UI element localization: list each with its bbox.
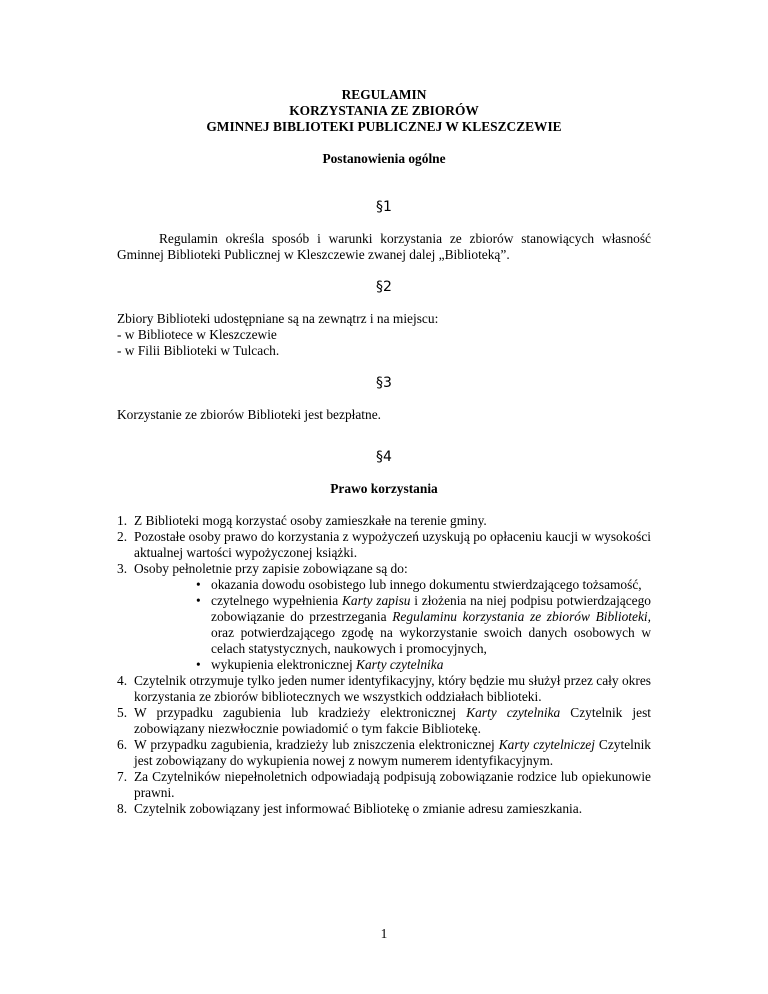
list-item	[117, 561, 651, 673]
item-italic: Karty czytelniczej	[498, 737, 595, 752]
paragraph-3-sign: §3	[376, 375, 392, 391]
sub-list-item	[191, 657, 651, 673]
item-text: Osoby pełnoletnie przy zapisie zobowiązane są do:	[134, 561, 408, 576]
paragraph-2-line-3: - w Filii Biblioteki w Tulcach.	[117, 343, 280, 358]
item-number: 6.	[117, 737, 128, 752]
sub-item-text: i złożenia na niej podpisu potwierdzającego zobowiązanie do przestrzegania	[211, 593, 652, 624]
list-item	[117, 673, 651, 705]
item-text: Za Czytelników niepełnoletnich odpowiadają podpisują zobowiązanie rodzice lub opiekunowie prawni.	[134, 769, 651, 800]
sub-item-text: wykupienia elektronicznej	[211, 657, 357, 672]
sub-item-italic: Regulaminu korzystania ze zbiorów Biblioteki,	[392, 609, 651, 624]
list-item	[117, 513, 651, 529]
paragraph-1-text: Regulamin określa sposób i warunki korzystania ze zbiorów stanowiących własność Gminnej Biblioteki Publicznej w Kleszczewie zwanej dalej „Biblioteką”.	[117, 231, 651, 262]
item-text: Pozostałe osoby prawo do korzystania z wypożyczeń uzyskują po opłaceniu kaucji w wysokości aktualnej wartości wypożyczonej książki.	[134, 529, 651, 560]
bullet-icon: •	[196, 593, 201, 608]
sub-list-item	[191, 577, 651, 593]
sub-item-text: czytelnego wypełnienia	[211, 593, 342, 608]
paragraph-4-sign: §4	[376, 449, 392, 465]
sub-item-text: oraz potwierdzającego zgodę na wykorzystanie swoich danych osobowych w celach statystycznych, naukowych i promocyjnych,	[211, 625, 651, 656]
title-line-2: KORZYSTANIA ZE ZBIORÓW	[289, 103, 479, 118]
paragraph-1-sign: §1	[376, 199, 392, 215]
sub-item-italic: Karty zapisu	[341, 593, 411, 608]
item-text: W przypadku zagubienia, kradzieży lub zniszczenia elektronicznej	[134, 737, 499, 752]
bullet-icon: •	[196, 577, 201, 592]
sub-item-italic: Karty czytelnika	[356, 657, 444, 672]
item-text: Czytelnik jest zobowiązany do wykupienia nowej z nowym numerem identyfikacyjnym.	[134, 737, 651, 768]
item-text: W przypadku zagubienia lub kradzieży elektronicznej	[134, 705, 467, 720]
item-number: 3.	[117, 561, 128, 576]
item-number: 7.	[117, 769, 128, 784]
rules-list	[117, 513, 651, 817]
title-line-1: REGULAMIN	[341, 87, 427, 102]
list-item	[117, 529, 651, 561]
section-general-heading: Postanowienia ogólne	[322, 151, 446, 166]
list-item	[117, 769, 651, 801]
bullet-icon: •	[196, 657, 201, 672]
list-item	[117, 737, 651, 769]
sub-item-text: okazania dowodu osobistego lub innego dokumentu stwierdzającego tożsamość,	[211, 577, 642, 592]
item-number: 4.	[117, 673, 128, 688]
item-text: Czytelnik zobowiązany jest informować Bibliotekę o zmianie adresu zamieszkania.	[134, 801, 583, 816]
list-item	[117, 801, 651, 817]
paragraph-2-line-1: Zbiory Biblioteki udostępniane są na zewnątrz i na miejscu:	[117, 311, 439, 326]
item-number: 8.	[117, 801, 128, 816]
item-text: Czytelnik otrzymuje tylko jeden numer identyfikacyjny, który będzie mu służył przez cały okres korzystania ze zbiorów bibliotecznych we wszystkich oddziałach biblioteki.	[134, 673, 651, 704]
item-number: 2.	[117, 529, 128, 544]
sub-list	[134, 577, 651, 673]
item-italic: Karty czytelnika	[466, 705, 561, 720]
paragraph-2-line-2: - w Bibliotece w Kleszczewie	[117, 327, 277, 342]
item-number: 1.	[117, 513, 128, 528]
sub-list-item	[191, 593, 651, 657]
section-rights-heading: Prawo korzystania	[330, 481, 438, 496]
item-text: Z Biblioteki mogą korzystać osoby zamieszkałe na terenie gminy.	[134, 513, 487, 528]
page-number: 1	[380, 926, 388, 941]
paragraph-3-text: Korzystanie ze zbiorów Biblioteki jest bezpłatne.	[117, 407, 382, 422]
item-number: 5.	[117, 705, 128, 720]
title-line-3: GMINNEJ BIBLIOTEKI PUBLICZNEJ W KLESZCZEWIE	[206, 119, 562, 134]
item-text: Czytelnik jest zobowiązany niezwłocznie powiadomić o tym fakcie Bibliotekę.	[134, 705, 651, 736]
paragraph-2-sign: §2	[376, 279, 392, 295]
list-item	[117, 705, 651, 737]
